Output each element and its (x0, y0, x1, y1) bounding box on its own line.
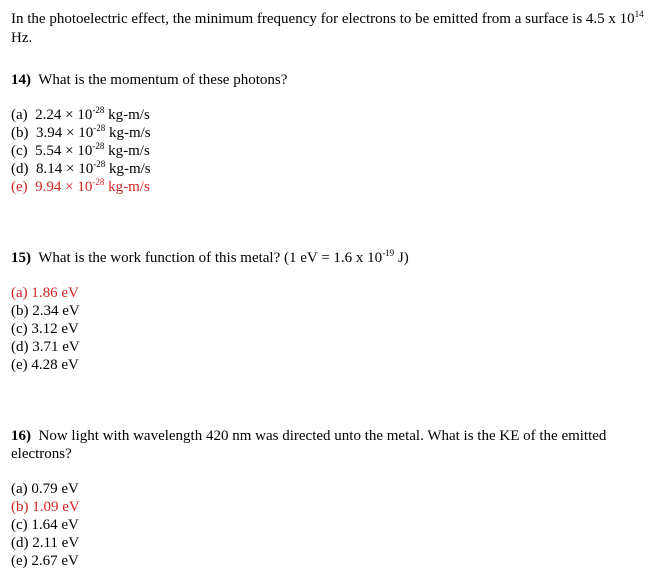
question-15 (11, 249, 663, 374)
intro-line-2: Hz. (11, 30, 33, 46)
question-15-options (11, 284, 663, 374)
question-page (11, 10, 663, 570)
question-14-option-a[interactable]: (a) $2.24 \times 10^{-28}$ kg-m/s (11, 105, 150, 123)
question-16-option-b-correct[interactable]: (b) 1.09 eV (11, 499, 80, 515)
question-14-text: What is the momentum of these photons? (38, 72, 288, 88)
question-15-option-a-correct[interactable]: (a) 1.86 eV (11, 285, 79, 301)
question-15-number: 15) (11, 250, 31, 266)
intro-line-1 (11, 10, 663, 29)
question-16 (11, 427, 663, 570)
question-16-stem-line-2: electrons? (11, 446, 72, 462)
question-16-options (11, 480, 663, 570)
question-14-option-b[interactable]: (b) $3.94 \times 10^{-28}$ kg-m/s (11, 123, 151, 141)
question-15-stem: 15) What is the work function of this metal? (1 eV = 1.6 x $10^{-19}$ J) (11, 248, 409, 266)
question-14-stem (11, 71, 663, 89)
question-16-option-a[interactable]: (a) 0.79 eV (11, 481, 79, 497)
question-14-option-e-correct[interactable]: (e) $9.94 \times 10^{-28}$ kg-m/s (11, 177, 150, 195)
question-16-option-d[interactable]: (d) 2.11 eV (11, 535, 80, 551)
question-15-text: What is the work function of this metal? (1 eV = 1.6 x 10 (38, 250, 383, 266)
question-15-option-c[interactable]: (c) 3.12 eV (11, 321, 79, 337)
question-16-stem-line-1 (11, 427, 663, 445)
question-14-options (11, 106, 663, 196)
question-14-option-d[interactable]: (d) $8.14 \times 10^{-28}$ kg-m/s (11, 159, 151, 177)
question-16-option-e[interactable]: (e) 2.67 eV (11, 553, 79, 569)
question-14-number: 14) (11, 72, 31, 88)
question-16-option-c[interactable]: (c) 1.64 eV (11, 517, 79, 533)
intro-paragraph (11, 10, 663, 48)
question-15-exponent: -19 (382, 248, 395, 258)
question-14-option-c[interactable]: (c) $5.54 \times 10^{-28}$ kg-m/s (11, 141, 150, 159)
question-15-option-e[interactable]: (e) 4.28 eV (11, 357, 79, 373)
question-14 (11, 71, 663, 196)
intro-text: In the photoelectric effect, the minimum frequency for electrons to be emitted from a surface is 4.5 x 10 (11, 11, 635, 27)
intro-exponent: 14 (634, 9, 644, 19)
question-15-option-d[interactable]: (d) 3.71 eV (11, 339, 80, 355)
question-16-text: Now light with wavelength 420 nm was directed unto the metal. What is the KE of the emitted (38, 428, 607, 444)
question-16-number: 16) (11, 428, 31, 444)
question-15-option-b[interactable]: (b) 2.34 eV (11, 303, 80, 319)
